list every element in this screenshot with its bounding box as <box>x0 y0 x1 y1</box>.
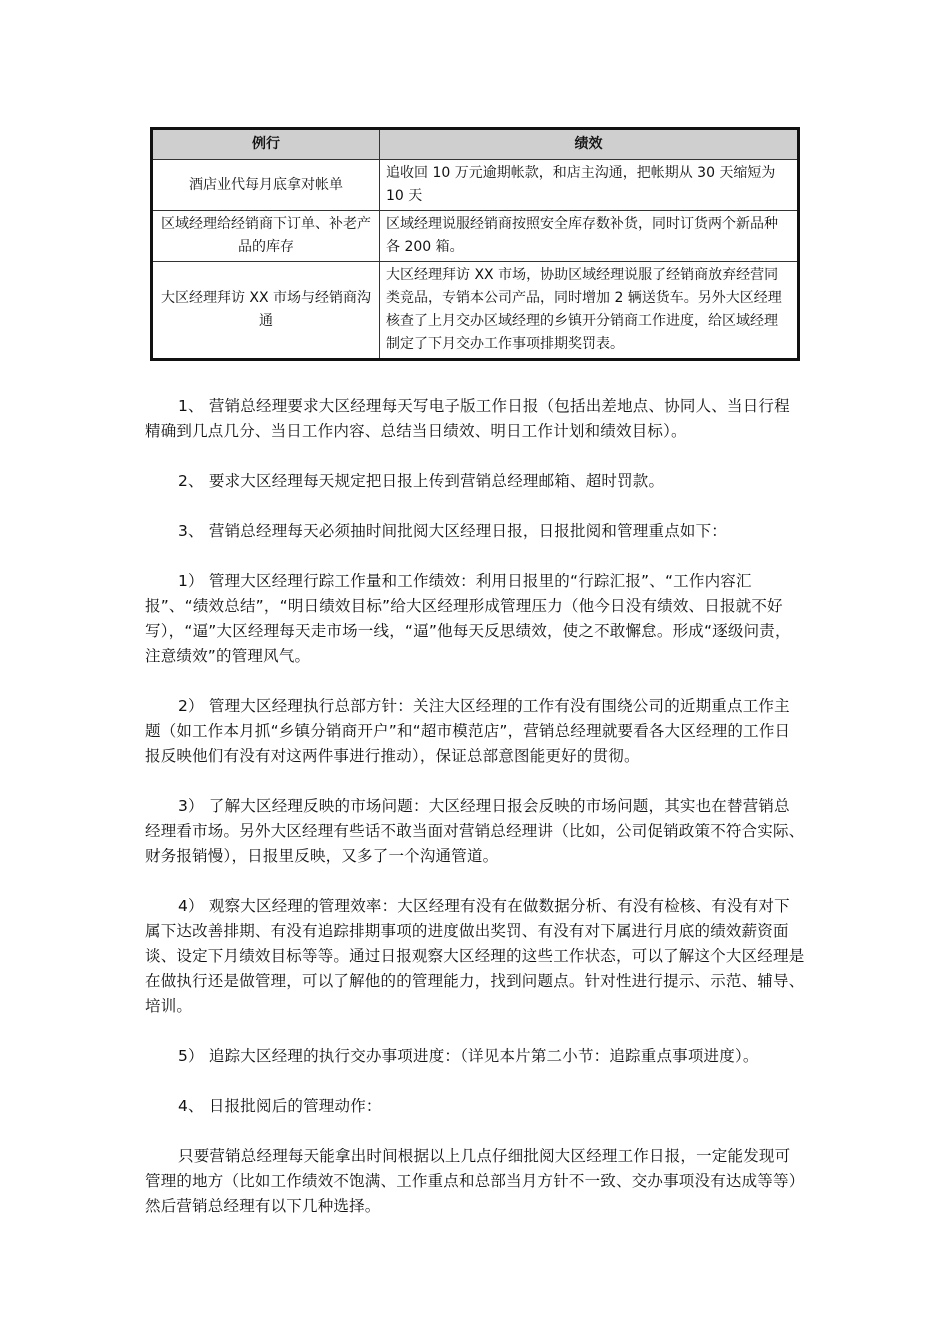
performance-cell: 大区经理拜访 XX 市场，协助区域经理说服了经销商放弃经营同类竞品，专销本公司产品，同时增加 2 辆送货车。另外大区经理核查了上月交办区域经理的乡镇开分销商工作进度，给区域经理制定了下月交办工作事项排期奖罚表。 <box>380 262 799 360</box>
paragraph-sub-4: 4） 观察大区经理的管理效率：大区经理有没有在做数据分析、有没有检核、有没有对下属下达改善排期、有没有追踪排期事项的进度做出奖罚、有没有对下属进行月底的绩效薪资面谈、设定下月绩效目标等等。通过日报观察大区经理的这些工作状态，可以了解这个大区经理是在做执行还是做管理，可以了解他的的管理能力，找到问题点。针对性进行提示、示范、辅导、培训。 <box>145 897 805 1015</box>
paragraph-conclusion: 只要营销总经理每天能拿出时间根据以上几点仔细批阅大区经理工作日报，一定能发现可管理的地方（比如工作绩效不饱满、工作重点和总部当月方针不一致、交办事项没有达成等等）然后营销总经理有以下几种选择。 <box>145 1147 805 1215</box>
paragraph-sub-2: 2） 管理大区经理执行总部方针：关注大区经理的工作有没有围绕公司的近期重点工作主题（如工作本月抓“乡镇分销商开户”和“超市模范店”，营销总经理就要看各大区经理的工作日报反映他们有没有对这两件事进行推动），保证总部意图能更好的贯彻。 <box>145 697 791 765</box>
table-row <box>152 211 799 262</box>
header-performance: 绩效 <box>380 129 799 160</box>
paragraph-sub-5: 5） 追踪大区经理的执行交办事项进度：（详见本片第二小节：追踪重点事项进度）。 <box>178 1047 759 1065</box>
paragraph-item-1: 1、 营销总经理要求大区经理每天写电子版工作日报（包括出差地点、协同人、当日行程精确到几点几分、当日工作内容、总结当日绩效、明日工作计划和绩效目标）。 <box>145 397 790 440</box>
performance-table-container <box>150 127 800 361</box>
table-row <box>152 160 799 211</box>
routine-cell: 酒店业代每月底拿对帐单 <box>152 160 380 211</box>
header-routine: 例行 <box>152 129 380 160</box>
paragraph-item-2: 2、 要求大区经理每天规定把日报上传到营销总经理邮箱、超时罚款。 <box>178 472 665 490</box>
paragraph-item-3: 3、 营销总经理每天必须抽时间批阅大区经理日报，日报批阅和管理重点如下： <box>178 522 727 540</box>
document-body <box>145 394 805 1244</box>
performance-cell: 区域经理说服经销商按照安全库存数补货，同时订货两个新品种各 200 箱。 <box>380 211 799 262</box>
table-header-row <box>152 129 799 160</box>
performance-cell: 追收回 10 万元逾期帐款，和店主沟通，把帐期从 30 天缩短为 10 天 <box>380 160 799 211</box>
routine-cell: 区域经理给经销商下订单、补老产品的库存 <box>152 211 380 262</box>
table-row <box>152 262 799 360</box>
routine-cell: 大区经理拜访 XX 市场与经销商沟通 <box>152 262 380 360</box>
paragraph-sub-3: 3） 了解大区经理反映的市场问题：大区经理日报会反映的市场问题，其实也在替营销总经理看市场。另外大区经理有些话不敢当面对营销总经理讲（比如，公司促销政策不符合实际、财务报销慢），日报里反映，又多了一个沟通管道。 <box>145 797 805 865</box>
paragraph-item-4: 4、 日报批阅后的管理动作： <box>178 1097 382 1115</box>
routine-performance-table <box>150 127 800 361</box>
paragraph-sub-1: 1） 管理大区经理行踪工作量和工作绩效：利用日报里的“行踪汇报”、“工作内容汇报”、“绩效总结”，“明日绩效目标”给大区经理形成管理压力（他今日没有绩效、日报就不好写），“逼”大区经理每天走市场一线，“逼”他每天反思绩效，使之不敢懈怠。形成“逐级问责，注意绩效”的管理风气。 <box>145 572 791 665</box>
